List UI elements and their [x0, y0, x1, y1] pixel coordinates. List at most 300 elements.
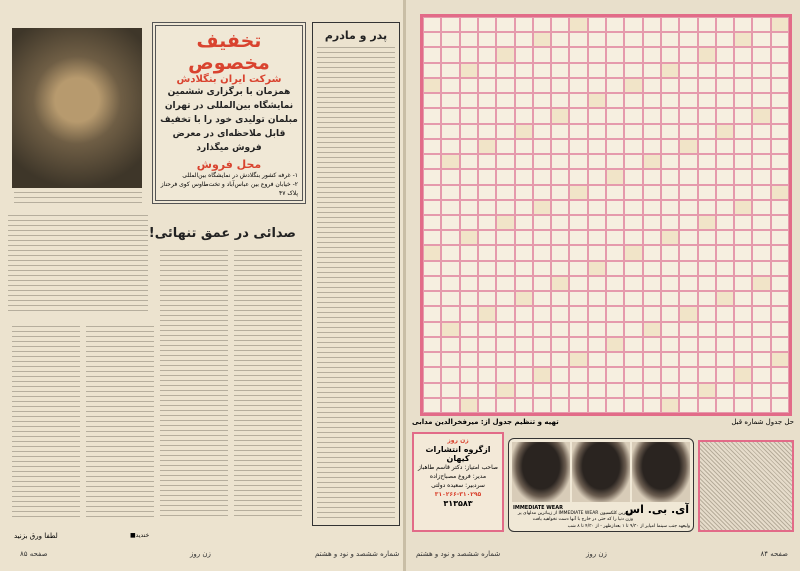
crossword-cell[interactable]: [441, 78, 459, 93]
crossword-cell[interactable]: [441, 337, 459, 352]
crossword-cell[interactable]: [460, 383, 478, 398]
crossword-cell[interactable]: [551, 367, 569, 382]
crossword-cell[interactable]: [533, 169, 551, 184]
crossword-cell[interactable]: [533, 154, 551, 169]
crossword-cell[interactable]: [606, 185, 624, 200]
crossword-cell[interactable]: [643, 291, 661, 306]
crossword-cell[interactable]: [752, 47, 770, 62]
crossword-cell[interactable]: [551, 398, 569, 413]
crossword-cell[interactable]: [716, 93, 734, 108]
crossword-cell[interactable]: [679, 17, 697, 32]
crossword-cell[interactable]: [661, 337, 679, 352]
crossword-cell[interactable]: [734, 383, 752, 398]
crossword-cell[interactable]: [698, 200, 716, 215]
crossword-cell[interactable]: [588, 337, 606, 352]
crossword-cell[interactable]: [716, 63, 734, 78]
crossword-cell[interactable]: [716, 215, 734, 230]
crossword-cell[interactable]: [515, 200, 533, 215]
crossword-cell[interactable]: [771, 93, 789, 108]
crossword-cell[interactable]: [624, 398, 642, 413]
crossword-cell[interactable]: [515, 352, 533, 367]
crossword-cell[interactable]: [698, 337, 716, 352]
crossword-cell[interactable]: [441, 17, 459, 32]
crossword-cell[interactable]: [624, 215, 642, 230]
crossword-cell[interactable]: [698, 398, 716, 413]
crossword-cell[interactable]: [588, 215, 606, 230]
crossword-cell[interactable]: [698, 169, 716, 184]
crossword-cell[interactable]: [624, 306, 642, 321]
crossword-cell[interactable]: [606, 32, 624, 47]
crossword-cell[interactable]: [606, 245, 624, 260]
crossword-cell[interactable]: [588, 261, 606, 276]
crossword-cell[interactable]: [478, 337, 496, 352]
crossword-cell[interactable]: [496, 276, 514, 291]
crossword-cell[interactable]: [771, 47, 789, 62]
crossword-cell[interactable]: [533, 139, 551, 154]
crossword-cell[interactable]: [441, 124, 459, 139]
crossword-cell[interactable]: [734, 352, 752, 367]
crossword-cell[interactable]: [643, 215, 661, 230]
crossword-cell[interactable]: [533, 337, 551, 352]
crossword-cell[interactable]: [478, 93, 496, 108]
crossword-cell[interactable]: [423, 367, 441, 382]
crossword-cell[interactable]: [423, 108, 441, 123]
crossword-cell[interactable]: [698, 32, 716, 47]
crossword-cell[interactable]: [606, 215, 624, 230]
crossword-cell[interactable]: [624, 337, 642, 352]
crossword-cell[interactable]: [441, 291, 459, 306]
crossword-cell[interactable]: [515, 124, 533, 139]
crossword-cell[interactable]: [460, 32, 478, 47]
crossword-cell[interactable]: [752, 215, 770, 230]
crossword-cell[interactable]: [533, 32, 551, 47]
crossword-cell[interactable]: [423, 306, 441, 321]
crossword-cell[interactable]: [551, 124, 569, 139]
crossword-cell[interactable]: [460, 337, 478, 352]
crossword-cell[interactable]: [460, 139, 478, 154]
crossword-cell[interactable]: [771, 63, 789, 78]
crossword-cell[interactable]: [698, 306, 716, 321]
crossword-cell[interactable]: [460, 291, 478, 306]
crossword-cell[interactable]: [661, 93, 679, 108]
crossword-cell[interactable]: [679, 261, 697, 276]
crossword-cell[interactable]: [624, 108, 642, 123]
crossword-cell[interactable]: [460, 169, 478, 184]
crossword-cell[interactable]: [533, 291, 551, 306]
crossword-cell[interactable]: [569, 139, 587, 154]
crossword-cell[interactable]: [551, 291, 569, 306]
crossword-cell[interactable]: [752, 200, 770, 215]
crossword-cell[interactable]: [643, 185, 661, 200]
crossword-cell[interactable]: [478, 215, 496, 230]
crossword-cell[interactable]: [606, 398, 624, 413]
crossword-cell[interactable]: [643, 78, 661, 93]
crossword-cell[interactable]: [679, 276, 697, 291]
crossword-cell[interactable]: [606, 352, 624, 367]
crossword-cell[interactable]: [551, 245, 569, 260]
crossword-cell[interactable]: [423, 215, 441, 230]
crossword-cell[interactable]: [734, 398, 752, 413]
crossword-cell[interactable]: [569, 63, 587, 78]
crossword-cell[interactable]: [441, 169, 459, 184]
crossword-cell[interactable]: [752, 322, 770, 337]
crossword-cell[interactable]: [698, 17, 716, 32]
crossword-cell[interactable]: [679, 322, 697, 337]
crossword-cell[interactable]: [752, 306, 770, 321]
crossword-cell[interactable]: [698, 245, 716, 260]
crossword-cell[interactable]: [478, 245, 496, 260]
crossword-cell[interactable]: [515, 139, 533, 154]
crossword-cell[interactable]: [716, 108, 734, 123]
crossword-cell[interactable]: [496, 78, 514, 93]
crossword-cell[interactable]: [569, 185, 587, 200]
crossword-cell[interactable]: [698, 63, 716, 78]
crossword-cell[interactable]: [606, 17, 624, 32]
crossword-cell[interactable]: [441, 306, 459, 321]
crossword-cell[interactable]: [588, 398, 606, 413]
crossword-cell[interactable]: [698, 154, 716, 169]
crossword-cell[interactable]: [716, 124, 734, 139]
crossword-cell[interactable]: [661, 261, 679, 276]
crossword-cell[interactable]: [515, 291, 533, 306]
crossword-cell[interactable]: [478, 398, 496, 413]
crossword-cell[interactable]: [624, 185, 642, 200]
crossword-cell[interactable]: [661, 383, 679, 398]
crossword-cell[interactable]: [771, 306, 789, 321]
crossword-cell[interactable]: [643, 306, 661, 321]
crossword-cell[interactable]: [533, 398, 551, 413]
crossword-cell[interactable]: [515, 17, 533, 32]
crossword-cell[interactable]: [423, 185, 441, 200]
crossword-cell[interactable]: [734, 32, 752, 47]
crossword-cell[interactable]: [734, 230, 752, 245]
crossword-cell[interactable]: [716, 78, 734, 93]
crossword-cell[interactable]: [551, 108, 569, 123]
crossword-cell[interactable]: [533, 63, 551, 78]
crossword-cell[interactable]: [569, 200, 587, 215]
crossword-cell[interactable]: [551, 352, 569, 367]
crossword-cell[interactable]: [496, 230, 514, 245]
crossword-cell[interactable]: [606, 154, 624, 169]
crossword-cell[interactable]: [752, 185, 770, 200]
crossword-cell[interactable]: [624, 78, 642, 93]
crossword-cell[interactable]: [752, 154, 770, 169]
crossword-cell[interactable]: [478, 322, 496, 337]
crossword-cell[interactable]: [460, 185, 478, 200]
crossword-cell[interactable]: [551, 383, 569, 398]
crossword-cell[interactable]: [533, 185, 551, 200]
crossword-cell[interactable]: [716, 47, 734, 62]
crossword-cell[interactable]: [734, 322, 752, 337]
crossword-cell[interactable]: [569, 215, 587, 230]
crossword-cell[interactable]: [698, 383, 716, 398]
crossword-cell[interactable]: [661, 215, 679, 230]
crossword-cell[interactable]: [679, 124, 697, 139]
crossword-cell[interactable]: [533, 78, 551, 93]
crossword-cell[interactable]: [496, 47, 514, 62]
crossword-cell[interactable]: [423, 352, 441, 367]
crossword-cell[interactable]: [679, 47, 697, 62]
crossword-cell[interactable]: [771, 78, 789, 93]
crossword-cell[interactable]: [478, 306, 496, 321]
crossword-cell[interactable]: [661, 124, 679, 139]
crossword-cell[interactable]: [460, 230, 478, 245]
crossword-cell[interactable]: [624, 124, 642, 139]
crossword-cell[interactable]: [752, 93, 770, 108]
crossword-cell[interactable]: [478, 367, 496, 382]
crossword-cell[interactable]: [624, 200, 642, 215]
crossword-cell[interactable]: [661, 276, 679, 291]
crossword-cell[interactable]: [716, 245, 734, 260]
crossword-cell[interactable]: [698, 108, 716, 123]
crossword-cell[interactable]: [533, 261, 551, 276]
crossword-cell[interactable]: [698, 352, 716, 367]
crossword-cell[interactable]: [679, 108, 697, 123]
crossword-cell[interactable]: [624, 32, 642, 47]
crossword-cell[interactable]: [588, 124, 606, 139]
crossword-cell[interactable]: [515, 276, 533, 291]
crossword-cell[interactable]: [771, 124, 789, 139]
crossword-cell[interactable]: [588, 245, 606, 260]
crossword-cell[interactable]: [569, 291, 587, 306]
crossword-cell[interactable]: [624, 276, 642, 291]
crossword-cell[interactable]: [478, 139, 496, 154]
crossword-cell[interactable]: [734, 78, 752, 93]
crossword-cell[interactable]: [496, 261, 514, 276]
crossword-cell[interactable]: [752, 230, 770, 245]
crossword-cell[interactable]: [441, 383, 459, 398]
crossword-cell[interactable]: [441, 63, 459, 78]
crossword-cell[interactable]: [533, 47, 551, 62]
crossword-cell[interactable]: [643, 398, 661, 413]
crossword-cell[interactable]: [624, 63, 642, 78]
crossword-cell[interactable]: [716, 185, 734, 200]
crossword-cell[interactable]: [734, 367, 752, 382]
crossword-cell[interactable]: [606, 306, 624, 321]
crossword-cell[interactable]: [752, 352, 770, 367]
crossword-cell[interactable]: [752, 78, 770, 93]
crossword-cell[interactable]: [569, 17, 587, 32]
crossword-cell[interactable]: [423, 169, 441, 184]
crossword-cell[interactable]: [460, 352, 478, 367]
crossword-cell[interactable]: [679, 383, 697, 398]
crossword-cell[interactable]: [441, 93, 459, 108]
crossword-cell[interactable]: [423, 230, 441, 245]
crossword-cell[interactable]: [569, 367, 587, 382]
crossword-cell[interactable]: [771, 215, 789, 230]
crossword-cell[interactable]: [515, 185, 533, 200]
crossword-cell[interactable]: [533, 383, 551, 398]
crossword-cell[interactable]: [606, 139, 624, 154]
crossword-cell[interactable]: [423, 245, 441, 260]
crossword-cell[interactable]: [771, 154, 789, 169]
crossword-cell[interactable]: [698, 215, 716, 230]
crossword-cell[interactable]: [588, 322, 606, 337]
crossword-cell[interactable]: [771, 230, 789, 245]
crossword-cell[interactable]: [624, 383, 642, 398]
crossword-cell[interactable]: [496, 306, 514, 321]
crossword-cell[interactable]: [478, 352, 496, 367]
crossword-cell[interactable]: [734, 124, 752, 139]
crossword-cell[interactable]: [478, 47, 496, 62]
crossword-cell[interactable]: [588, 185, 606, 200]
crossword-cell[interactable]: [515, 32, 533, 47]
crossword-cell[interactable]: [478, 63, 496, 78]
crossword-cell[interactable]: [643, 322, 661, 337]
crossword-cell[interactable]: [606, 169, 624, 184]
crossword-cell[interactable]: [569, 276, 587, 291]
crossword-cell[interactable]: [569, 154, 587, 169]
crossword-cell[interactable]: [661, 139, 679, 154]
crossword-cell[interactable]: [423, 17, 441, 32]
crossword-cell[interactable]: [624, 322, 642, 337]
crossword-cell[interactable]: [624, 367, 642, 382]
crossword-cell[interactable]: [771, 383, 789, 398]
crossword-cell[interactable]: [496, 185, 514, 200]
crossword-cell[interactable]: [734, 139, 752, 154]
crossword-cell[interactable]: [643, 124, 661, 139]
crossword-cell[interactable]: [661, 367, 679, 382]
crossword-cell[interactable]: [423, 154, 441, 169]
crossword-cell[interactable]: [460, 398, 478, 413]
crossword-cell[interactable]: [752, 139, 770, 154]
crossword-cell[interactable]: [716, 398, 734, 413]
crossword-cell[interactable]: [496, 322, 514, 337]
crossword-cell[interactable]: [460, 261, 478, 276]
crossword-cell[interactable]: [551, 215, 569, 230]
crossword-cell[interactable]: [771, 185, 789, 200]
crossword-cell[interactable]: [771, 322, 789, 337]
crossword-cell[interactable]: [478, 32, 496, 47]
crossword-cell[interactable]: [496, 200, 514, 215]
crossword-cell[interactable]: [441, 230, 459, 245]
crossword-cell[interactable]: [423, 337, 441, 352]
crossword-cell[interactable]: [515, 322, 533, 337]
crossword-cell[interactable]: [752, 32, 770, 47]
crossword-cell[interactable]: [606, 261, 624, 276]
crossword-cell[interactable]: [698, 276, 716, 291]
crossword-cell[interactable]: [661, 169, 679, 184]
crossword-cell[interactable]: [679, 63, 697, 78]
crossword-cell[interactable]: [588, 63, 606, 78]
crossword-cell[interactable]: [460, 322, 478, 337]
crossword-cell[interactable]: [716, 352, 734, 367]
crossword-cell[interactable]: [478, 169, 496, 184]
crossword-cell[interactable]: [606, 200, 624, 215]
crossword-cell[interactable]: [734, 261, 752, 276]
crossword-cell[interactable]: [569, 124, 587, 139]
crossword-cell[interactable]: [698, 291, 716, 306]
crossword-cell[interactable]: [441, 276, 459, 291]
crossword-cell[interactable]: [752, 291, 770, 306]
crossword-cell[interactable]: [606, 276, 624, 291]
crossword-cell[interactable]: [515, 261, 533, 276]
crossword-cell[interactable]: [679, 245, 697, 260]
crossword-cell[interactable]: [478, 291, 496, 306]
crossword-cell[interactable]: [624, 139, 642, 154]
crossword-cell[interactable]: [441, 154, 459, 169]
crossword-cell[interactable]: [515, 398, 533, 413]
crossword-cell[interactable]: [478, 276, 496, 291]
crossword-cell[interactable]: [569, 169, 587, 184]
crossword-cell[interactable]: [551, 154, 569, 169]
crossword-cell[interactable]: [752, 63, 770, 78]
crossword-cell[interactable]: [460, 108, 478, 123]
crossword-cell[interactable]: [698, 230, 716, 245]
crossword-cell[interactable]: [752, 367, 770, 382]
crossword-cell[interactable]: [533, 276, 551, 291]
crossword-cell[interactable]: [588, 32, 606, 47]
crossword-cell[interactable]: [496, 291, 514, 306]
crossword-cell[interactable]: [716, 337, 734, 352]
crossword-cell[interactable]: [734, 337, 752, 352]
crossword-cell[interactable]: [716, 230, 734, 245]
crossword-cell[interactable]: [734, 215, 752, 230]
crossword-cell[interactable]: [734, 108, 752, 123]
crossword-cell[interactable]: [551, 276, 569, 291]
crossword-cell[interactable]: [441, 245, 459, 260]
crossword-cell[interactable]: [496, 398, 514, 413]
crossword-cell[interactable]: [771, 352, 789, 367]
crossword-cell[interactable]: [515, 215, 533, 230]
crossword-cell[interactable]: [606, 93, 624, 108]
crossword-cell[interactable]: [643, 32, 661, 47]
crossword-cell[interactable]: [679, 78, 697, 93]
crossword-cell[interactable]: [588, 93, 606, 108]
crossword-cell[interactable]: [460, 154, 478, 169]
crossword-cell[interactable]: [588, 108, 606, 123]
crossword-cell[interactable]: [679, 215, 697, 230]
crossword-cell[interactable]: [679, 306, 697, 321]
crossword-cell[interactable]: [441, 47, 459, 62]
crossword-cell[interactable]: [460, 63, 478, 78]
crossword-cell[interactable]: [734, 276, 752, 291]
crossword-cell[interactable]: [716, 139, 734, 154]
crossword-cell[interactable]: [661, 200, 679, 215]
crossword-cell[interactable]: [643, 169, 661, 184]
crossword-cell[interactable]: [679, 367, 697, 382]
crossword-cell[interactable]: [698, 185, 716, 200]
crossword-cell[interactable]: [606, 383, 624, 398]
crossword-cell[interactable]: [643, 200, 661, 215]
crossword-cell[interactable]: [588, 139, 606, 154]
crossword-cell[interactable]: [606, 367, 624, 382]
crossword-cell[interactable]: [643, 261, 661, 276]
crossword-cell[interactable]: [771, 367, 789, 382]
crossword-cell[interactable]: [441, 139, 459, 154]
crossword-cell[interactable]: [661, 245, 679, 260]
crossword-cell[interactable]: [478, 261, 496, 276]
crossword-cell[interactable]: [588, 154, 606, 169]
crossword-cell[interactable]: [661, 78, 679, 93]
crossword-cell[interactable]: [734, 93, 752, 108]
crossword-cell[interactable]: [551, 306, 569, 321]
crossword-cell[interactable]: [441, 261, 459, 276]
crossword-cell[interactable]: [569, 93, 587, 108]
crossword-cell[interactable]: [716, 383, 734, 398]
crossword-cell[interactable]: [423, 276, 441, 291]
crossword-cell[interactable]: [661, 185, 679, 200]
crossword-cell[interactable]: [588, 367, 606, 382]
crossword-cell[interactable]: [478, 78, 496, 93]
crossword-cell[interactable]: [752, 398, 770, 413]
crossword-cell[interactable]: [533, 108, 551, 123]
crossword-cell[interactable]: [496, 245, 514, 260]
crossword-cell[interactable]: [423, 93, 441, 108]
crossword-cell[interactable]: [569, 230, 587, 245]
crossword-cell[interactable]: [624, 169, 642, 184]
crossword-cell[interactable]: [643, 367, 661, 382]
